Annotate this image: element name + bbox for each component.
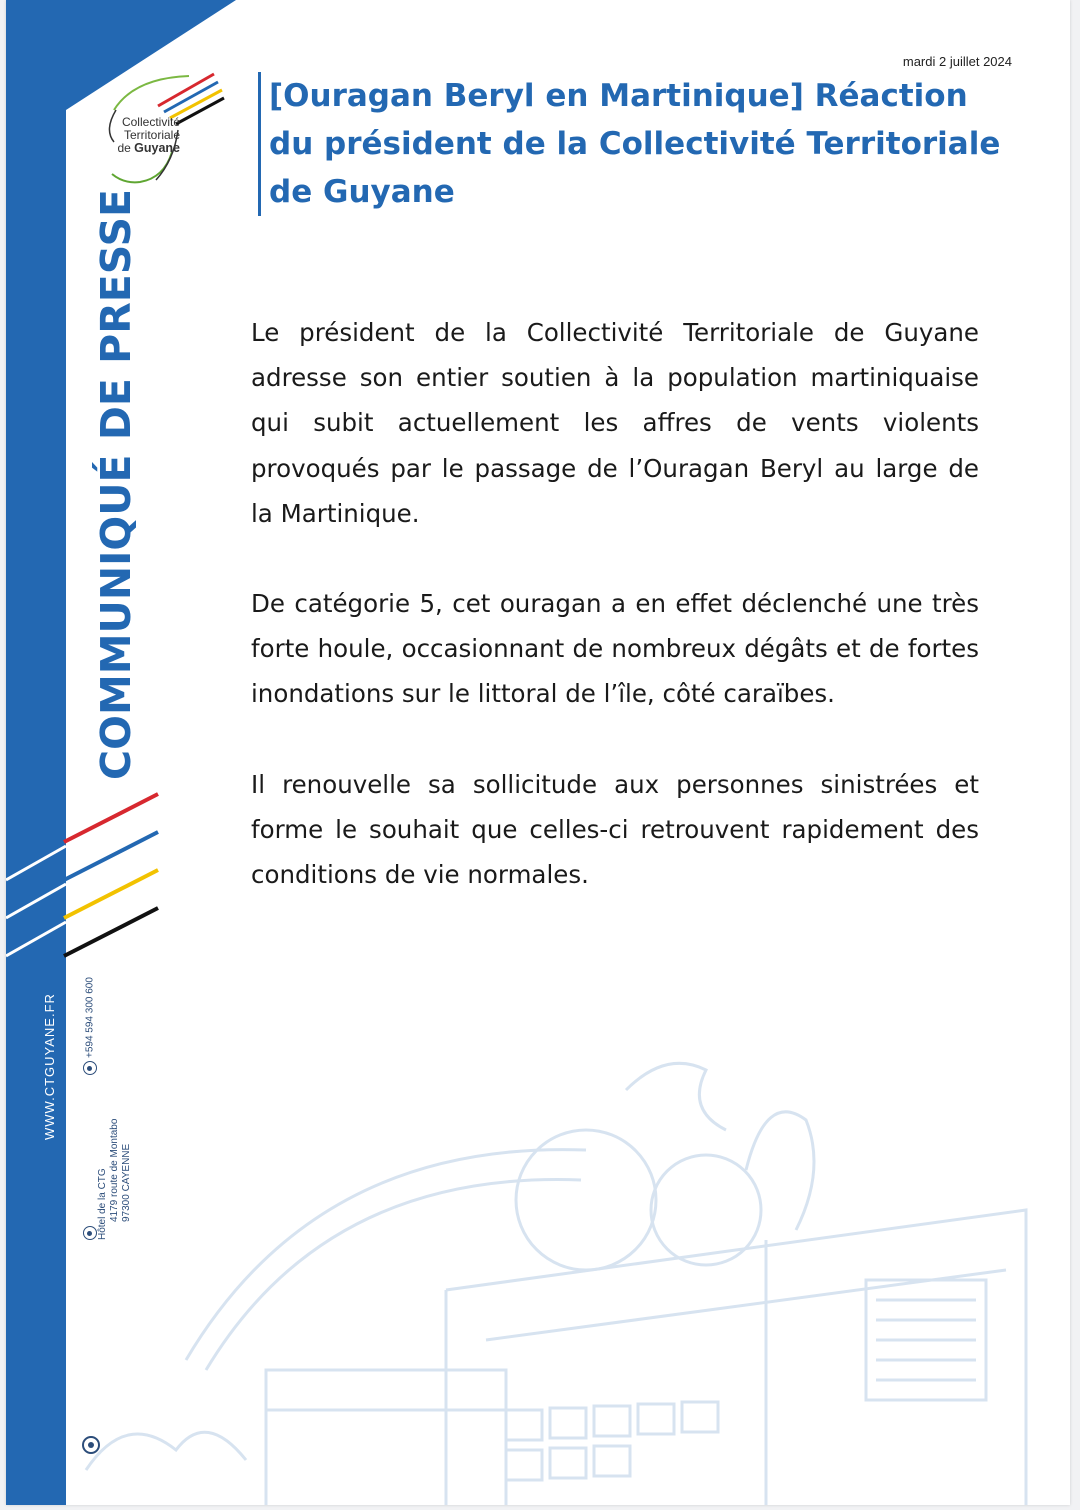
logo-line-1: Collectivité <box>121 115 180 129</box>
logo-line-3: de Guyane <box>117 141 180 155</box>
title-block <box>258 72 1009 216</box>
release-date: mardi 2 juillet 2024 <box>902 54 1012 69</box>
press-release-page <box>6 0 1070 1505</box>
body-paragraph-2: De catégorie 5, cet ouragan a en effet déclenché une très forte houle, occasionnant de nombreux dégâts et de fortes inondations sur le littoral de l’île, côté caraïbes. <box>251 589 979 709</box>
address-line-1: Hôtel de la CTG <box>83 1119 109 1240</box>
tricolor-stripes-icon <box>6 790 176 990</box>
body-paragraph-3: Il renouvelle sa sollicitude aux personnes sinistrées et forme le souhait que celles-ci retrouvent rapidement des conditions de vie normales. <box>251 769 979 890</box>
address-line-2: 4179 route de Montabo <box>109 1118 120 1222</box>
address-line-3: 97300 CAYENNE <box>121 1143 132 1222</box>
logo-wordmark <box>100 116 180 155</box>
body-text <box>251 310 979 942</box>
building-sketch-watermark <box>66 1030 1070 1505</box>
logo-line-2: Territoriale <box>123 128 180 142</box>
section-label: COMMUNIQUÉ DE PRESSE <box>92 189 140 780</box>
website-link[interactable]: WWW.CTGUYANE.FR <box>42 993 57 1140</box>
phone-text: +594 594 300 600 <box>84 977 96 1058</box>
page-title: [Ouragan Beryl en Martinique] Réaction du président de la Collectivité Territoriale de Guyane <box>269 78 1001 210</box>
body-paragraph-1: Le président de la Collectivité Territoriale de Guyane adresse son entier soutien à la population martiniquaise qui subit actuellement les affres de vents violents provoqués par le passage de l’Ouragan Beryl au large de la Martinique. <box>251 318 979 528</box>
